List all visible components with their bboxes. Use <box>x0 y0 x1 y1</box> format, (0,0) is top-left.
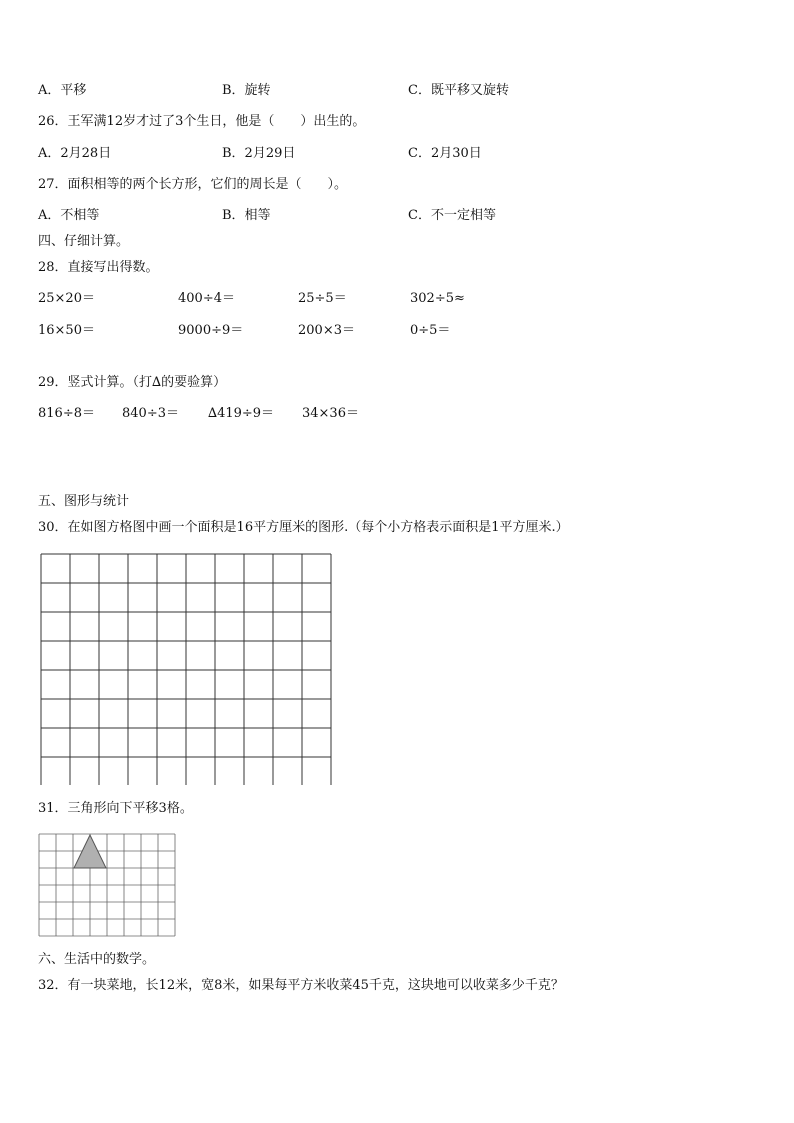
q25-option-c: C．既平移又旋转 <box>408 83 509 98</box>
q26-option-c: C．2月30日 <box>408 146 482 161</box>
section6-title: 六、生活中的数学。 <box>38 952 156 967</box>
q28-r2-item4: 0÷5＝ <box>410 323 451 338</box>
q31-stem: 31．三角形向下平移3格。 <box>38 801 193 816</box>
q29-item2: 840÷3＝ <box>122 406 179 421</box>
q28-stem: 28．直接写出得数。 <box>38 260 159 275</box>
q27-option-c: C．不一定相等 <box>408 208 496 223</box>
q25-option-a: A．平移 <box>38 83 87 98</box>
q29-item1: 816÷8＝ <box>38 406 95 421</box>
q26-option-a: A．2月28日 <box>38 146 112 161</box>
section5-title: 五、图形与统计 <box>38 494 130 509</box>
q27-option-a: A．不相等 <box>38 208 100 223</box>
q31-square-grid <box>38 833 176 941</box>
q26-option-b: B．2月29日 <box>222 146 296 161</box>
q25-option-b: B．旋转 <box>222 83 271 98</box>
q28-r1-item1: 25×20＝ <box>38 291 95 306</box>
triangle-shape <box>74 835 106 868</box>
q28-r2-item3: 200×3＝ <box>298 323 355 338</box>
q31-grid-svg <box>38 833 176 941</box>
q32-stem: 32．有一块菜地，长12米，宽8米，如果每平方米收菜45千克，这块地可以收菜多少千克？ <box>38 978 564 993</box>
q30-stem: 30．在如图方格图中画一个面积是16平方厘米的图形.（每个小方格表示面积是1平方厘米.） <box>38 520 569 535</box>
q30-grid-svg <box>40 553 332 785</box>
q29-item4: 34×36＝ <box>302 406 359 421</box>
q28-r2-item1: 16×50＝ <box>38 323 95 338</box>
q28-r1-item2: 400÷4＝ <box>178 291 235 306</box>
q27-option-b: B．相等 <box>222 208 271 223</box>
q27-stem: 27．面积相等的两个长方形，它们的周长是（ ）。 <box>38 177 348 192</box>
q29-stem: 29．竖式计算。（打∆的要验算） <box>38 375 227 390</box>
q28-r1-item4: 302÷5≈ <box>410 291 465 306</box>
q29-item3: ∆419÷9＝ <box>208 406 275 421</box>
q28-r2-item2: 9000÷9＝ <box>178 323 244 338</box>
q30-square-grid <box>40 553 332 785</box>
q26-stem: 26．王军满12岁才过了3个生日，他是（ ）出生的。 <box>38 114 366 129</box>
q28-r1-item3: 25÷5＝ <box>298 291 347 306</box>
section4-title: 四、仔细计算。 <box>38 234 130 249</box>
